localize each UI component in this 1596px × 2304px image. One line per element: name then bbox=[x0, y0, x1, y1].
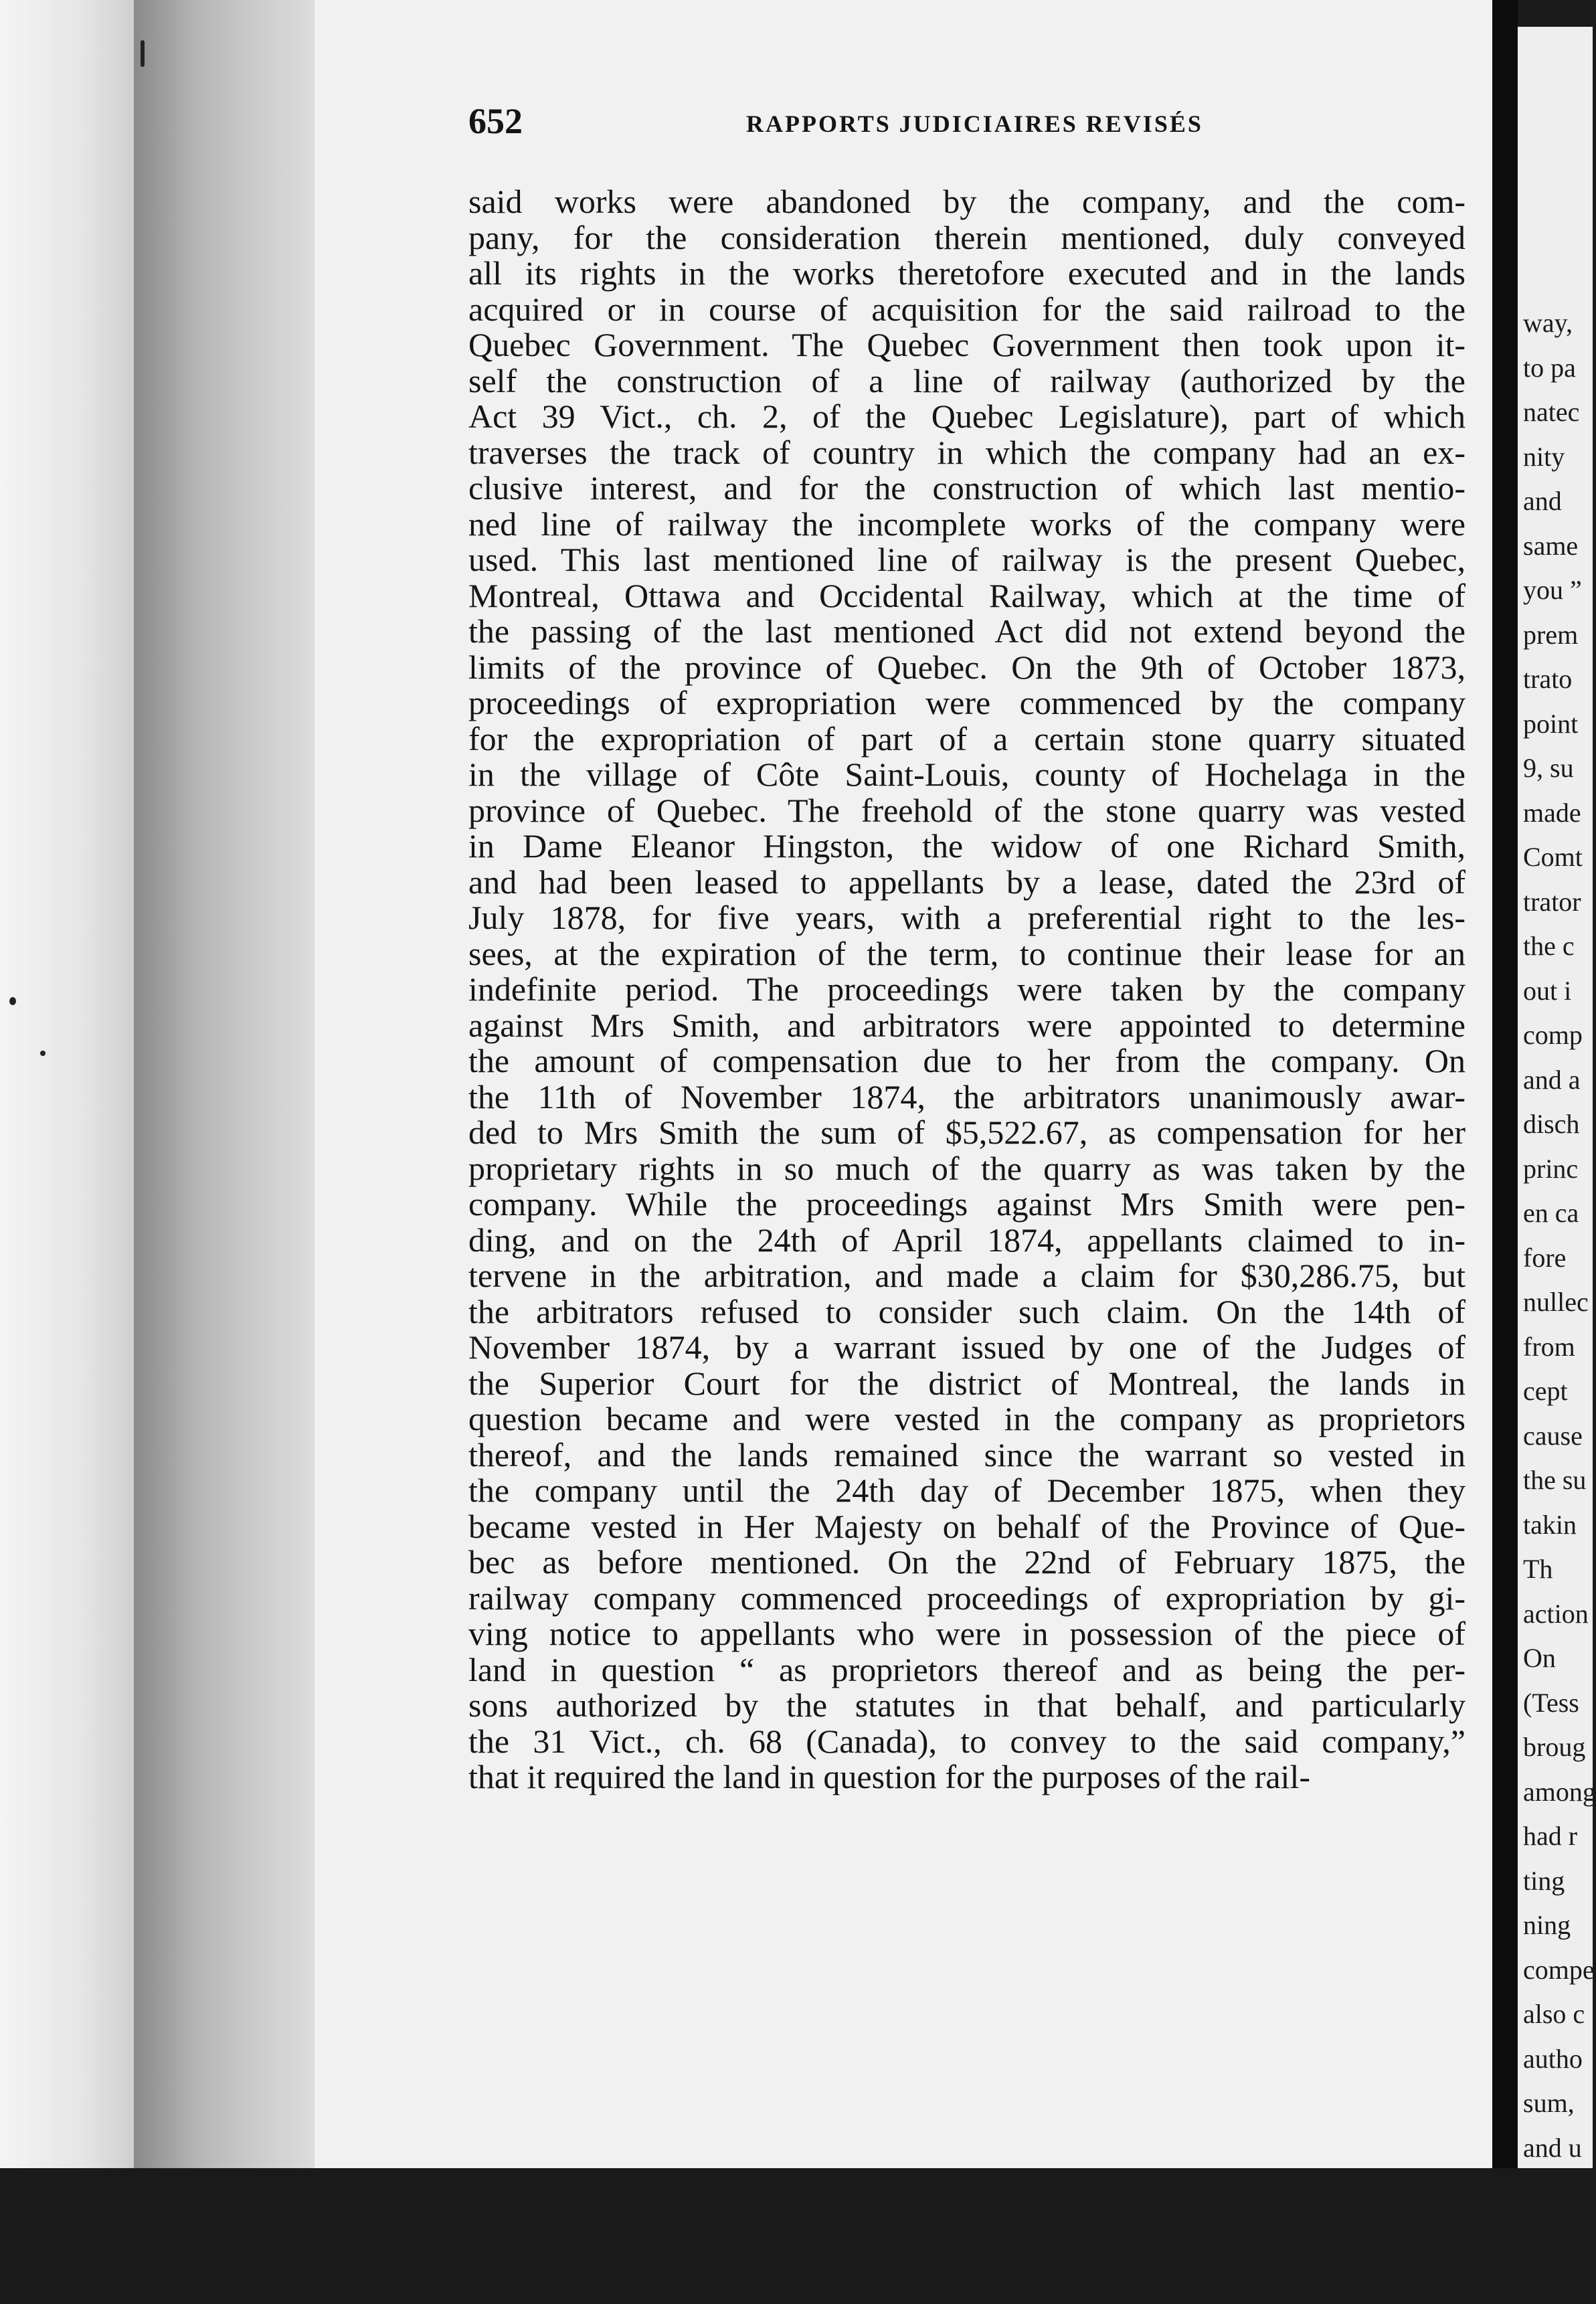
adjacent-page-fragment: point bbox=[1523, 708, 1579, 739]
adjacent-page-fragment: also c bbox=[1523, 1999, 1585, 2029]
adjacent-page-fragment: autho bbox=[1523, 2043, 1583, 2074]
text-line: the arbitrators refused to consider such claim. On the 14th of bbox=[468, 1292, 1466, 1330]
adjacent-page-fragment: made bbox=[1523, 797, 1581, 828]
text-line: the passing of the last mentioned Act did not extend beyond the bbox=[468, 612, 1466, 650]
dust-speck bbox=[9, 997, 16, 1005]
adjacent-page-fragment: 9, su bbox=[1523, 753, 1574, 783]
adjacent-page-fragment: trator bbox=[1523, 886, 1581, 917]
adjacent-page-fragment: which bbox=[1523, 2266, 1589, 2296]
page-number: 652 bbox=[468, 101, 523, 141]
adjacent-page-fragment: the c bbox=[1523, 931, 1575, 961]
text-line: pany, for the consideration therein mentioned, duly conveyed bbox=[468, 218, 1466, 256]
adjacent-page-fragment: action bbox=[1523, 1598, 1589, 1629]
text-line: question became and were vested in the company as proprietors bbox=[468, 1400, 1466, 1437]
adjacent-page-fragment: Comt bbox=[1523, 842, 1583, 872]
text-line: tervene in the arbitration, and made a claim for $30,286.75, but bbox=[468, 1257, 1466, 1294]
adjacent-page-fragment: compe bbox=[1523, 1954, 1595, 1985]
text-line: acquired or in course of acquisition for the said railroad to the bbox=[468, 290, 1466, 328]
adjacent-page-fragment: cept bbox=[1523, 1376, 1568, 1406]
text-line: sees, at the expiration of the term, to continue their lease for an bbox=[468, 934, 1466, 972]
text-line: limits of the province of Quebec. On the 9th of October 1873, bbox=[468, 648, 1466, 686]
text-line: ded to Mrs Smith the sum of $5,522.67, as compensation for her bbox=[468, 1114, 1466, 1151]
text-line: Act 39 Vict., ch. 2, of the Quebec Legislature), part of which bbox=[468, 397, 1466, 435]
text-line: used. This last mentioned line of railway is the present Quebec, bbox=[468, 541, 1466, 578]
adjacent-page-fragment: and u bbox=[1523, 2132, 1582, 2163]
adjacent-page-fragment: from bbox=[1523, 1331, 1575, 1362]
running-head: RAPPORTS JUDICIAIRES REVISÉS bbox=[746, 110, 1203, 137]
page-gutter bbox=[1492, 0, 1518, 2168]
adjacent-page-fragment: nullec bbox=[1523, 1287, 1589, 1317]
text-line: Montreal, Ottawa and Occidental Railway, which at the time of bbox=[468, 576, 1466, 614]
text-line: indefinite period. The proceedings were taken by the company bbox=[468, 970, 1466, 1008]
text-line: ving notice to appellants who were in possession of the piece of bbox=[468, 1615, 1466, 1652]
adjacent-page-fragment: natec bbox=[1523, 397, 1580, 427]
scan-left-margin bbox=[0, 0, 134, 2168]
text-line: the 11th of November 1874, the arbitrators unanimously awar- bbox=[468, 1077, 1466, 1116]
text-line: for the expropriation of part of a certain stone quarry situated bbox=[468, 719, 1466, 758]
adjacent-page-fragment: same bbox=[1523, 530, 1579, 561]
text-line: July 1878, for five years, with a preferential right to the les- bbox=[468, 899, 1466, 936]
adjacent-page-fragment: en ca bbox=[1523, 1198, 1579, 1228]
adjacent-page-fragment: among bbox=[1523, 1776, 1596, 1807]
text-line: became vested in Her Majesty on behalf of the Province of Que- bbox=[468, 1507, 1466, 1545]
adjacent-page-fragment: out i bbox=[1523, 975, 1572, 1006]
adjacent-page-fragment: disch bbox=[1523, 1109, 1580, 1139]
adjacent-page-fragment: takin bbox=[1523, 1509, 1577, 1540]
text-line: said works were abandoned by the company, and the com- bbox=[468, 183, 1466, 220]
text-line: proprietary rights in so much of the quarry as was taken by the bbox=[468, 1149, 1466, 1187]
text-line: November 1874, by a warrant issued by one of the Judges of bbox=[468, 1328, 1466, 1366]
adjacent-page-fragment: had r bbox=[1523, 1821, 1578, 1851]
text-line: ned line of railway the incomplete works of the company were bbox=[468, 505, 1466, 543]
text-line: ding, and on the 24th of April 1874, appellants claimed to in- bbox=[468, 1221, 1466, 1259]
text-line: in Dame Eleanor Hingston, the widow of one Richard Smith, bbox=[468, 827, 1466, 865]
text-line: province of Quebec. The freehold of the stone quarry was vested bbox=[468, 791, 1466, 829]
text-line: the amount of compensation due to her from the company. On bbox=[468, 1042, 1466, 1079]
adjacent-page-fragment: broug bbox=[1523, 1732, 1586, 1762]
text-line: traverses the track of country in which the company had an ex- bbox=[468, 433, 1466, 471]
text-line: the company until the 24th day of December 1875, when they bbox=[468, 1472, 1466, 1509]
text-line: Quebec Government. The Quebec Government then took upon it- bbox=[468, 326, 1466, 363]
book-spine-shadow bbox=[134, 0, 315, 2168]
text-line: the 31 Vict., ch. 68 (Canada), to convey to the said company,” bbox=[468, 1722, 1466, 1760]
text-line: land in question “ as proprietors thereof and as being the per- bbox=[468, 1650, 1466, 1688]
adjacent-page-fragment: sum, bbox=[1523, 2088, 1575, 2118]
dust-speck bbox=[40, 1051, 46, 1056]
adjacent-page-fragment: nants, bbox=[1523, 2221, 1587, 2252]
adjacent-page-fragment: way, bbox=[1523, 308, 1573, 338]
adjacent-page-fragment: prem bbox=[1523, 619, 1579, 650]
adjacent-page-fragment: princ bbox=[1523, 1153, 1579, 1184]
text-line: railway company commenced proceedings of expropriation by gi- bbox=[468, 1579, 1466, 1617]
adjacent-page-fragment: ning bbox=[1523, 1910, 1571, 1940]
adjacent-page-fragment: ting bbox=[1523, 1865, 1565, 1896]
dust-speck bbox=[141, 40, 145, 67]
text-line: that it required the land in question for the purposes of the rail- bbox=[468, 1758, 1310, 1795]
adjacent-page-fragment: On bbox=[1523, 1643, 1556, 1673]
body-text bbox=[468, 184, 1466, 1795]
adjacent-page-fragment: to pa bbox=[1523, 352, 1576, 383]
adjacent-page-fragment: cause bbox=[1523, 1420, 1583, 1451]
text-line: the Superior Court for the district of Montreal, the lands in bbox=[468, 1364, 1466, 1402]
adjacent-page-fragment: and bbox=[1523, 486, 1562, 516]
text-line: against Mrs Smith, and arbitrators were appointed to determine bbox=[468, 1006, 1466, 1044]
adjacent-page-fragment: and a bbox=[1523, 1064, 1581, 1095]
adjacent-page-fragment: nity bbox=[1523, 441, 1565, 472]
adjacent-page-fragment: trato bbox=[1523, 664, 1573, 694]
adjacent-page-fragment: Th bbox=[1523, 1554, 1553, 1584]
text-line: clusive interest, and for the construction of which last mentio- bbox=[468, 469, 1466, 507]
adjacent-page-fragment: you ” bbox=[1523, 575, 1582, 605]
adjacent-page-fragment: nor t bbox=[1523, 2177, 1573, 2207]
text-line: sons authorized by the statutes in that behalf, and particularly bbox=[468, 1686, 1466, 1724]
adjacent-page-fragment: the su bbox=[1523, 1465, 1587, 1495]
text-line: all its rights in the works theretofore executed and in the lands bbox=[468, 254, 1466, 292]
text-line: bec as before mentioned. On the 22nd of February 1875, the bbox=[468, 1543, 1466, 1581]
text-line: and had been leased to appellants by a lease, dated the 23rd of bbox=[468, 863, 1466, 901]
text-line: in the village of Côte Saint-Louis, county of Hochelaga in the bbox=[468, 756, 1466, 793]
adjacent-page-fragment: fore bbox=[1523, 1242, 1567, 1273]
adjacent-page-fragment: (Tess bbox=[1523, 1687, 1579, 1718]
adjacent-page-edge bbox=[1518, 27, 1596, 2296]
text-line: company. While the proceedings against Mrs Smith were pen- bbox=[468, 1185, 1466, 1223]
text-line: proceedings of expropriation were commenced by the company bbox=[468, 684, 1466, 721]
page-header bbox=[468, 100, 1466, 154]
text-line: self the construction of a line of railway (authorized by the bbox=[468, 361, 1466, 400]
adjacent-page-fragment: comp bbox=[1523, 1020, 1583, 1050]
text-line: thereof, and the lands remained since the warrant so vested in bbox=[468, 1435, 1466, 1474]
